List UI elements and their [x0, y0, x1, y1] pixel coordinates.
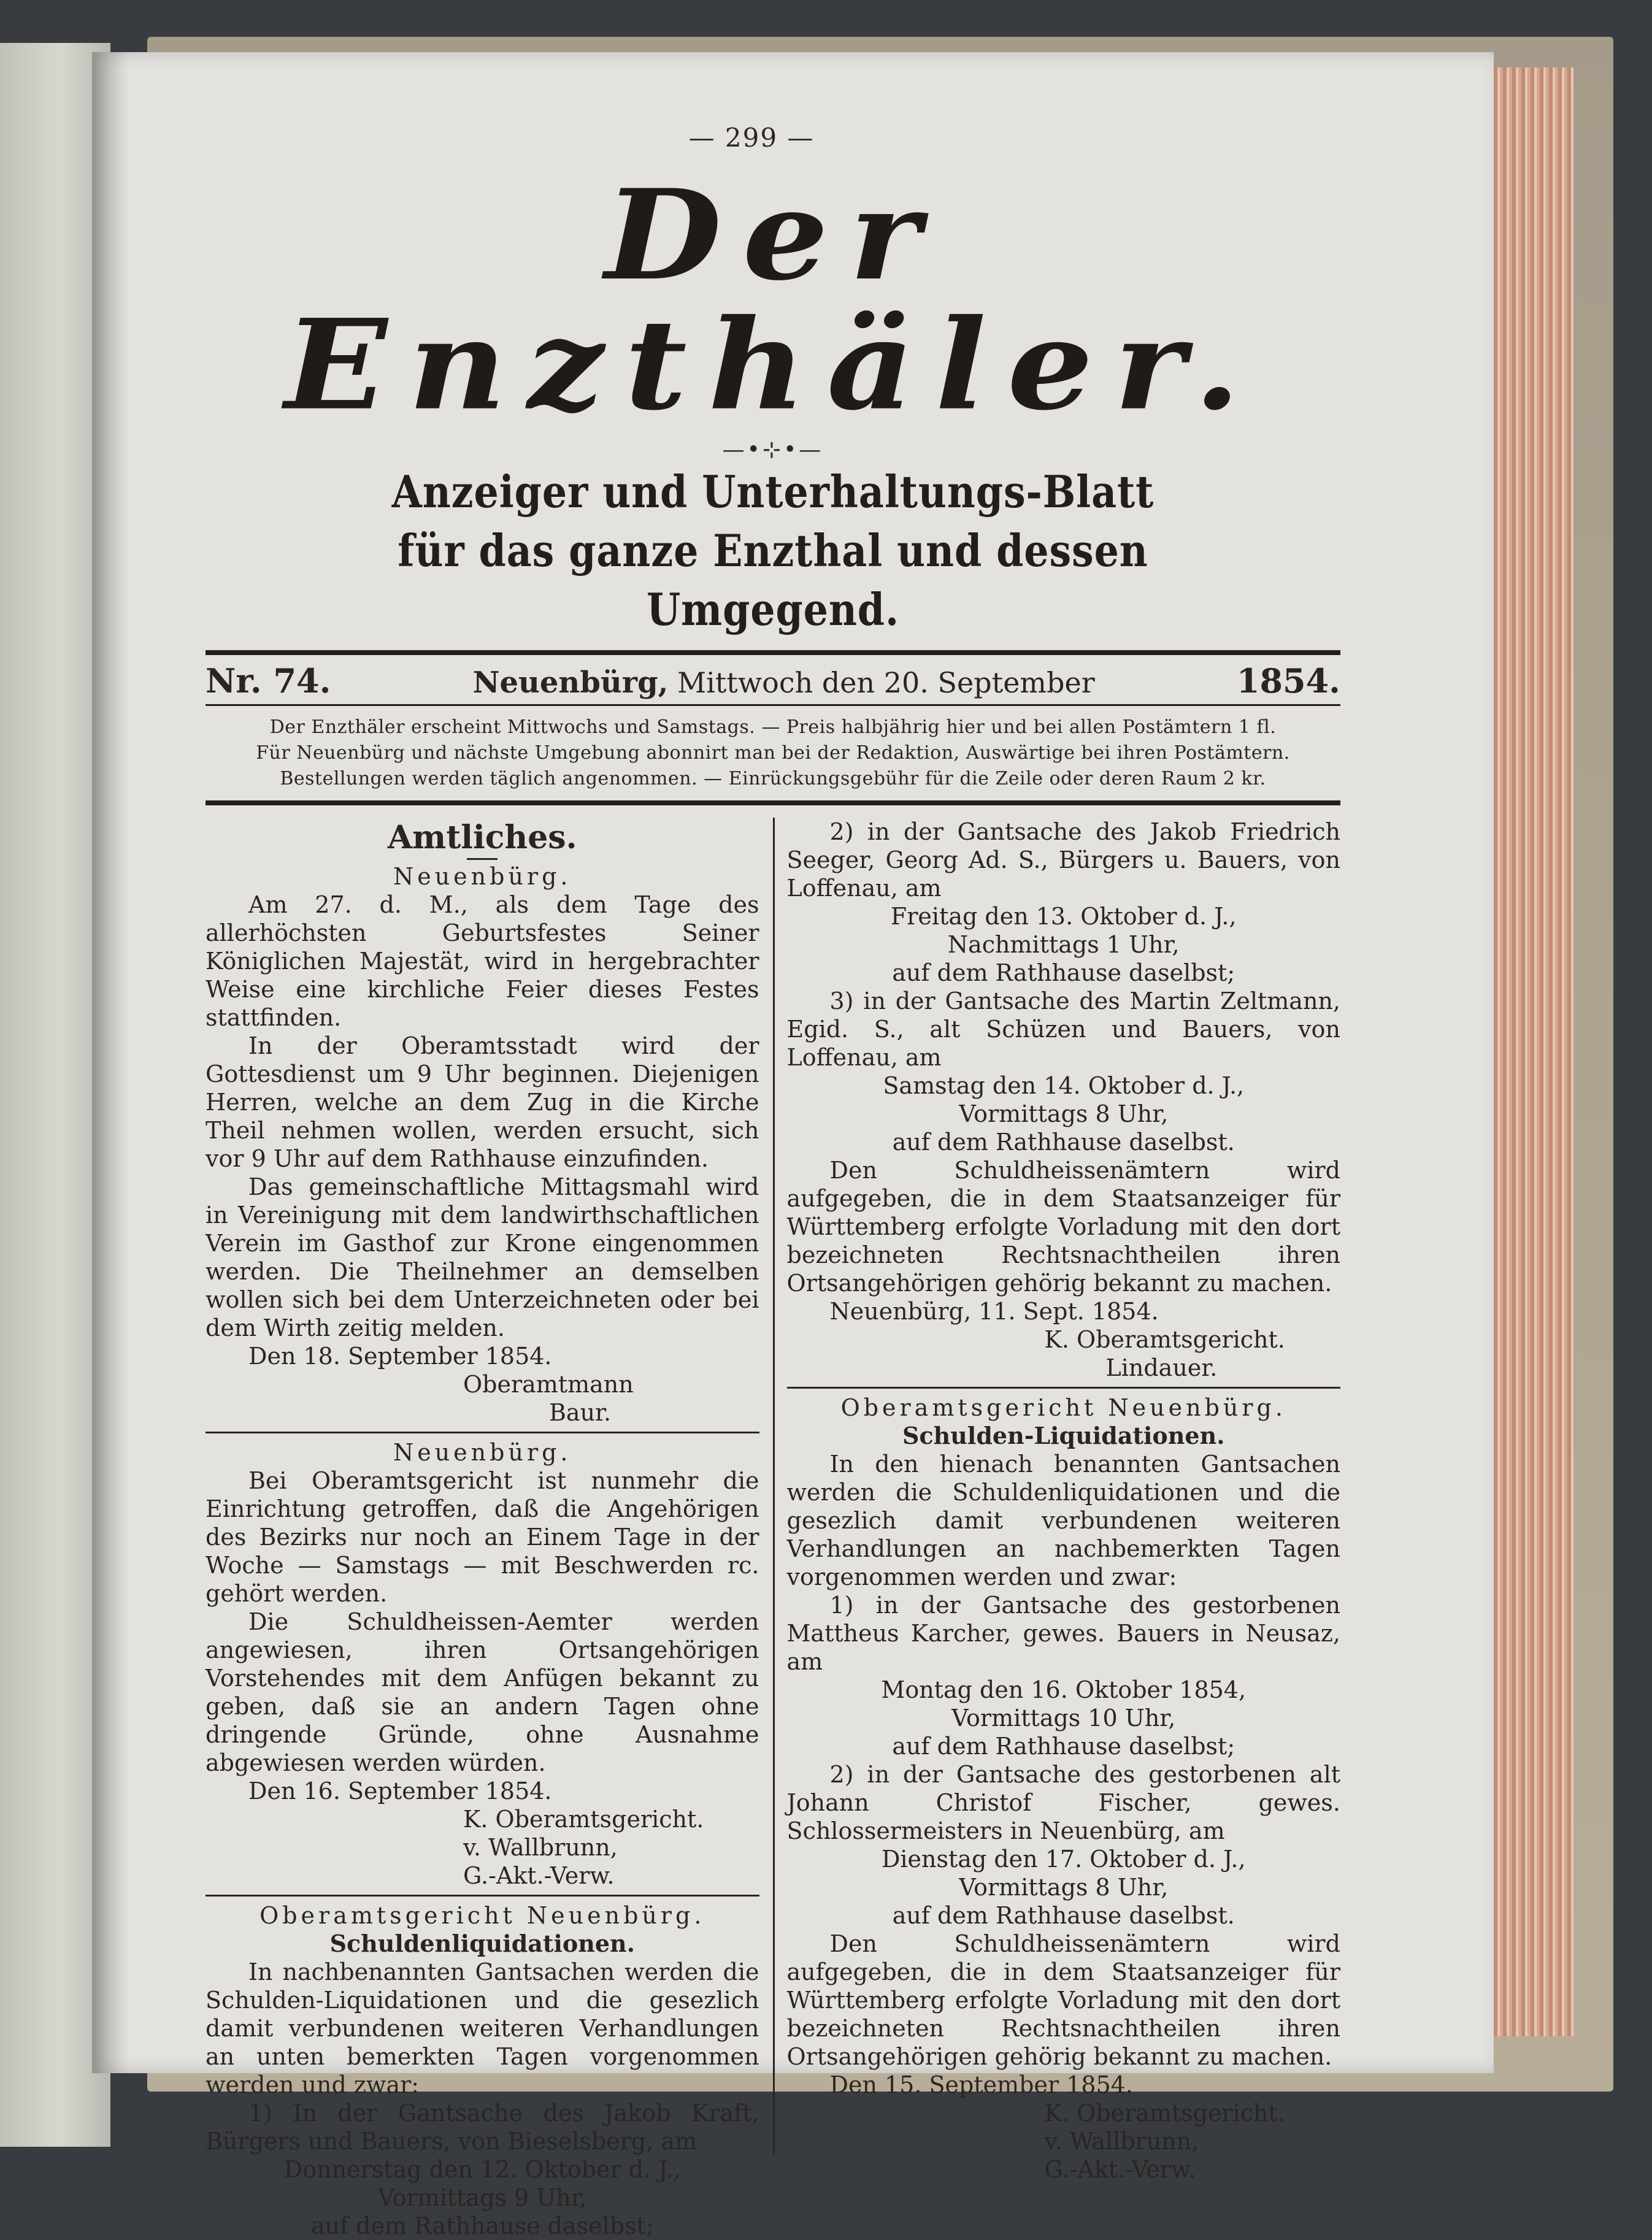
article-rule [206, 1432, 759, 1433]
article-heading: Oberamtsgericht Neuenbürg. [259, 1902, 705, 1929]
signature-title: Oberamtmann [463, 1371, 634, 1398]
list-item-place: auf dem Rathhause daselbst. [892, 1129, 1235, 1156]
article-place: Neuenbürg. [393, 863, 572, 890]
columns [206, 818, 1340, 2240]
list-item-place: auf dem Rathhause daselbst; [310, 2212, 654, 2239]
list-item-place: auf dem Rathhause daselbst; [892, 1733, 1235, 1760]
list-item-time: Vormittags 10 Uhr, [951, 1705, 1176, 1732]
notice-line: Bestellungen werden täglich angenommen. — Einrückungsgebühr für die Zeile oder deren Raum 2 kr. [280, 768, 1266, 789]
subtitle-line-1: Anzeiger und Unterhaltungs-Blatt [391, 466, 1154, 518]
signature-title: K. Oberamtsgericht. [463, 1806, 704, 1833]
article-heading: Oberamtsgericht Neuenbürg. [840, 1394, 1286, 1421]
issue-date: Mittwoch den 20. September [677, 666, 1095, 699]
issue-number: Nr. 74. [206, 661, 331, 700]
signature-name: Lindauer. [1105, 1354, 1218, 1381]
list-item: 1) in der Gantsache des gestorbenen Mattheus Karcher, gewes. Bauers in Neusaz, am [786, 1592, 1340, 1675]
subtitle-line-2: für das ganze Enzthal und dessen Umgegend. [398, 524, 1148, 635]
list-item: 2) in der Gantsache des gestorbenen alt Johann Christof Fischer, gewes. Schlossermeisters in Neuenbürg, am [786, 1761, 1340, 1844]
list-item-time: Vormittags 8 Uhr, [959, 1100, 1169, 1127]
article-paragraph: Den Schuldheissenämtern wird aufgegeben, die in dem Staatsanzeiger für Württemberg erfolgte Vorladung mit den dort bezeichneten Rechtsnachtheilen ihren Ortsangehörigen gehörig bekannt zu machen. [786, 1157, 1340, 1297]
signature-role: G.-Akt.-Verw. [1044, 2156, 1196, 2183]
article-paragraph: In nachbenannten Gantsachen werden die Schulden-Liquidationen und die gesezlich damit verbundenen weiteren Verhandlungen an unten bemerkten Tagen vorgenommen werden und zwar: [206, 1958, 759, 2098]
article-title: Schuldenliquidationen. [329, 1930, 635, 1957]
signature-title: K. Oberamtsgericht. [1044, 2100, 1285, 2127]
article-rule [206, 1895, 759, 1897]
list-item: 2) in der Gantsache des Jakob Friedrich Seeger, Georg Ad. S., Bürgers u. Bauers, von Loffenau, am [786, 818, 1340, 902]
place-date [473, 665, 1095, 700]
article-rule [787, 1387, 1341, 1389]
list-item-time: Nachmittags 1 Uhr, [947, 931, 1180, 958]
signature-name: v. Wallbrunn, [1044, 2128, 1199, 2155]
list-item-date: Montag den 16. Oktober 1854, [881, 1676, 1247, 1703]
place-name: Neuenbürg, [472, 665, 669, 700]
list-item-date: Freitag den 13. Oktober d. J., [890, 903, 1237, 930]
spine-shadow [92, 52, 129, 2073]
signature-role: G.-Akt.-Verw. [463, 1862, 615, 1889]
ornament-divider: —•⊹•— [722, 437, 824, 462]
masthead-title: Der Enzthäler. [284, 161, 1262, 438]
red-page-edges [1494, 67, 1573, 2036]
notice-line: Der Enzthäler erscheint Mittwochs und Samstags. — Preis halbjährig hier und bei allen Postämtern 1 fl. [269, 716, 1277, 738]
left-column [206, 818, 759, 2240]
article-paragraph: In der Oberamtsstadt wird der Gottesdienst um 9 Uhr beginnen. Diejenigen Herren, welche an dem Zug in die Kirche Theil nehmen wollen, werden ersucht, sich vor 9 Uhr auf dem Rathhause einzufinden. [206, 1032, 759, 1172]
list-item-date: Dienstag den 17. Oktober d. J., [881, 1846, 1246, 1873]
dateline [206, 655, 1340, 704]
list-item-place: auf dem Rathhause daselbst. [892, 1902, 1235, 1929]
header-rule-top [206, 650, 1340, 655]
article-paragraph: Das gemeinschaftliche Mittagsmahl wird in Vereinigung mit dem landwirthschaftlichen Verein im Gasthof zur Krone eingenommen werden. Die Theilnehmer an demselben wollen sich bei dem Unterzeichneten oder bei dem Wirth zeitig melden. [206, 1173, 759, 1341]
article-paragraph: Den Schuldheissenämtern wird aufgegeben, die in dem Staatsanzeiger für Württemberg erfolgte Vorladung mit den dort bezeichneten Rechtsnachtheilen ihren Ortsangehörigen gehörig bekannt zu machen. [786, 1930, 1340, 2070]
list-item-date: Donnerstag den 12. Oktober d. J., [283, 2156, 681, 2183]
signature-name: Baur. [549, 1399, 612, 1426]
article-paragraph: Am 27. d. M., als dem Tage des allerhöchsten Geburtsfestes Seiner Königlichen Majestät, wird in hergebrachter Weise eine kirchliche Feier dieses Festes stattfinden. [206, 891, 759, 1031]
issue-year: 1854. [1236, 661, 1340, 700]
list-item-place: auf dem Rathhause daselbst; [892, 959, 1235, 986]
header-rule-bottom [206, 800, 1340, 805]
column-divider [773, 818, 775, 2155]
article-date: Neuenbürg, 11. Sept. 1854. [829, 1298, 1159, 1325]
short-rule [467, 858, 498, 860]
article-date: Den 18. September 1854. [248, 1343, 552, 1370]
article-paragraph: In den hienach benannten Gantsachen werden die Schuldenliquidationen und die gesezlich damit verbundenen weiteren Verhandlungen an nachbemerkten Tagen vorgenommen werden und zwar: [786, 1451, 1340, 1590]
list-item-time: Vormittags 8 Uhr, [959, 1874, 1169, 1901]
section-title-amtliches: Amtliches. [387, 819, 577, 856]
article-title: Schulden-Liquidationen. [902, 1422, 1225, 1449]
list-item: 1) In der Gantsache des Jakob Kraft, Bürgers und Bauers, von Bieselsberg, am [206, 2100, 759, 2155]
article-paragraph: Bei Oberamtsgericht ist nunmehr die Einrichtung getroffen, daß die Angehörigen des Bezirks nur noch an Einem Tage in der Woche — Samstags — mit Beschwerden rc. gehört werden. [206, 1467, 759, 1607]
list-item: 3) in der Gantsache des Martin Zeltmann, Egid. S., alt Schüzen und Bauers, von Loffenau, am [786, 988, 1340, 1071]
signature-name: v. Wallbrunn, [463, 1834, 618, 1861]
article-date: Den 16. September 1854. [248, 1778, 552, 1805]
article-place: Neuenbürg. [393, 1439, 572, 1466]
article-date: Den 15. September 1854. [829, 2071, 1134, 2098]
list-item-time: Vormittags 9 Uhr, [377, 2184, 587, 2211]
article-paragraph: Die Schuldheissen-Aemter werden angewiesen, ihren Ortsangehörigen Vorstehendes mit dem Anfügen bekannt zu geben, daß sie an andern Tagen ohne dringende Gründe, ohne Ausnahme abgewiesen werden würden. [206, 1608, 759, 1776]
right-column [787, 818, 1341, 2240]
page-number: — 299 — [688, 123, 815, 153]
signature-title: K. Oberamtsgericht. [1044, 1326, 1285, 1353]
page-content [206, 123, 1340, 2240]
list-item-date: Samstag den 14. Oktober d. J., [883, 1072, 1245, 1099]
subscription-notice [206, 706, 1340, 800]
notice-line: Für Neuenbürg und nächste Umgebung abonnirt man bei der Redaktion, Auswärtige bei ihren Postämtern. [256, 742, 1290, 764]
